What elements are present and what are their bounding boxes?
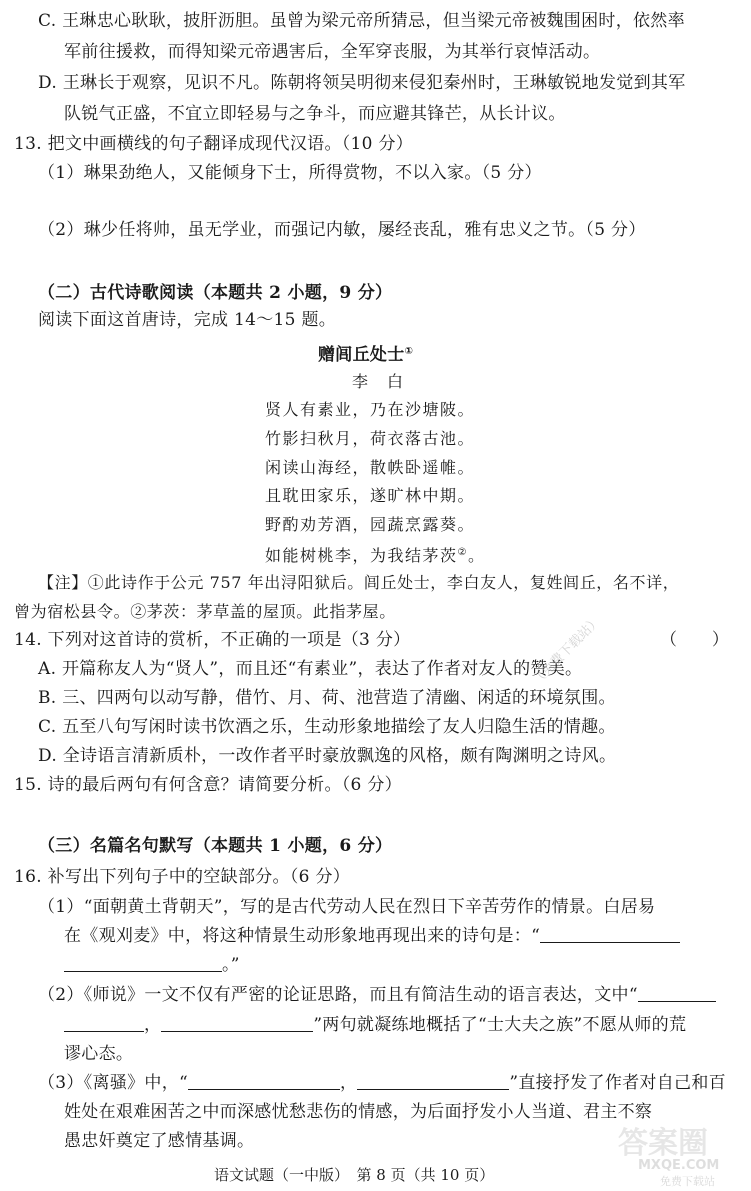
q16-stem: 16. 补写出下列句子中的空缺部分。（6 分） [14, 867, 351, 887]
q14-option-b: B. 三、四两句以动写静，借竹、月、荷、池营造了清幽、闲适的环境氛围。 [38, 688, 616, 708]
q13-stem: 13. 把文中画横线的句子翻译成现代汉语。（10 分） [14, 134, 414, 154]
poem-title-text: 赠闾丘处士 [318, 345, 405, 365]
poem-line-2: 竹影扫秋月，荷衣落古池。 [265, 429, 476, 448]
poem-line-1: 贤人有素业，乃在沙塘陂。 [265, 400, 476, 419]
q14-stem: 14. 下列对这首诗的赏析，不正确的一项是（3 分） [14, 630, 411, 650]
q15-stem: 15. 诗的最后两句有何含意？请简要分析。（6 分） [14, 775, 402, 795]
q16-part2-line2-end: ”两句就凝练地概括了“士大夫之族”不愿从师的荒 [313, 1015, 687, 1035]
q14-answer-paren: （ ） [660, 630, 730, 650]
poem-notes-line1: 【注】①此诗作于公元 757 年出浔阳狱后。闾丘处士，李白友人，复姓闾丘，名不详， [38, 573, 680, 592]
q16-part3-line2: 姓处在艰难困苦之中而深感忧愁悲伤的情感，为后面抒发小人当道、君主不察 [64, 1102, 653, 1122]
q16-part1-line1: （1）“面朝黄土背朝天”，写的是古代劳动人民在烈日下辛苦劳作的情景。白居易 [38, 897, 656, 917]
q14-option-a: A. 开篇称友人为“贤人”，而且还“有素业”，表达了作者对友人的赞美。 [38, 659, 583, 679]
q14-option-d: D. 全诗语言清新质朴，一改作者平时豪放飘逸的风格，颇有陶渊明之诗风。 [38, 746, 617, 766]
section-3-header: （三）名篇名句默写（本题共 1 小题，6 分） [38, 836, 393, 856]
q12-option-d-line2: 队锐气正盛，不宜立即轻易与之争斗，而应避其锋芒，从长计议。 [64, 104, 566, 124]
q16-part2-comma: ， [144, 1015, 162, 1035]
fill-blank[interactable] [357, 1071, 509, 1090]
q16-part3-comma: ， [340, 1073, 358, 1093]
q16-part3-line1 [38, 1070, 726, 1096]
fill-blank[interactable] [638, 983, 716, 1002]
q12-option-d-line1: D. 王琳长于观察，见识不凡。陈朝将领吴明彻来侵犯秦州时，王琳敏锐地发觉到其军 [38, 73, 686, 93]
q16-part1-line2-text: 在《观刈麦》中，将这种情景生动形象地再现出来的诗句是：“ [64, 926, 541, 946]
watermark-logo: 答案圈 [618, 1126, 708, 1161]
fill-blank[interactable] [540, 924, 680, 943]
q14-option-c: C. 五至八句写闲时读书饮酒之乐，生动形象地描绘了友人归隐生活的情趣。 [38, 717, 616, 737]
poem-line-6-end: 。 [467, 546, 486, 565]
poem-line-6-note-mark: ② [457, 547, 468, 558]
watermark-corner: 免费下载站 [660, 1175, 715, 1188]
q16-part2-line1-text: （2）《师说》一文不仅有严密的论证思路，而且有简洁生动的语言表达，文中“ [38, 985, 638, 1005]
q16-part3-line3: 愚忠奸奠定了感情基调。 [64, 1131, 255, 1151]
q16-part3-line1-end: ”直接抒发了作者对自己和百 [509, 1073, 726, 1093]
q16-part1-line2 [64, 923, 680, 949]
poem-line-5: 野酌劝芳酒，园蔬烹露葵。 [265, 515, 476, 534]
watermark-site: MXQE.COM [638, 1158, 720, 1173]
q16-part1-line3 [64, 952, 240, 978]
poem-line-4: 且耽田家乐，遂旷林中期。 [265, 486, 476, 505]
fill-blank[interactable] [64, 953, 222, 972]
watermark-text: （免费下载站） [529, 613, 605, 689]
fill-blank[interactable] [188, 1071, 340, 1090]
q13-sentence-1: （1）琳果劲绝人，又能倾身下士，所得赏物，不以入家。（5 分） [38, 163, 542, 183]
q12-option-c-line1: C. 王琳忠心耿耿，披肝沥胆。虽曾为梁元帝所猜忌，但当梁元帝被魏围困时，依然率 [38, 11, 685, 31]
poem-line-6 [265, 540, 486, 569]
q16-part3-line1-start: （3）《离骚》中，“ [38, 1073, 189, 1093]
fill-blank[interactable] [64, 1013, 144, 1032]
poem-notes-line2: 曾为宿松县令。②茅茨：茅草盖的屋顶。此指茅屋。 [14, 602, 396, 621]
q16-part2-line1 [38, 982, 716, 1008]
section-2-header: （二）古代诗歌阅读（本题共 2 小题，9 分） [38, 283, 393, 303]
page-footer: 语文试题（一中版） 第 8 页（共 10 页） [214, 1166, 495, 1184]
q13-sentence-2: （2）琳少任将帅，虽无学业，而强记内敏，屡经丧乱，雅有忠义之节。（5 分） [38, 220, 646, 240]
q16-part2-line3: 谬心态。 [64, 1044, 134, 1064]
q16-part2-line2 [64, 1012, 686, 1038]
poem-author: 李 白 [352, 372, 405, 391]
poem-line-6-text: 如能树桃李，为我结茅茨 [265, 546, 458, 565]
section-2-intro: 阅读下面这首唐诗，完成 14～15 题。 [38, 310, 337, 330]
poem-title [318, 339, 413, 368]
fill-blank[interactable] [161, 1013, 313, 1032]
poem-title-note-mark: ① [404, 346, 414, 357]
q16-part1-line3-end: 。” [222, 955, 240, 975]
poem-line-3: 闲读山海经，散帙卧遥帷。 [265, 458, 476, 477]
q12-option-c-line2: 军前往援救，而得知梁元帝遇害后，全军穿丧服，为其举行哀悼活动。 [64, 42, 601, 62]
